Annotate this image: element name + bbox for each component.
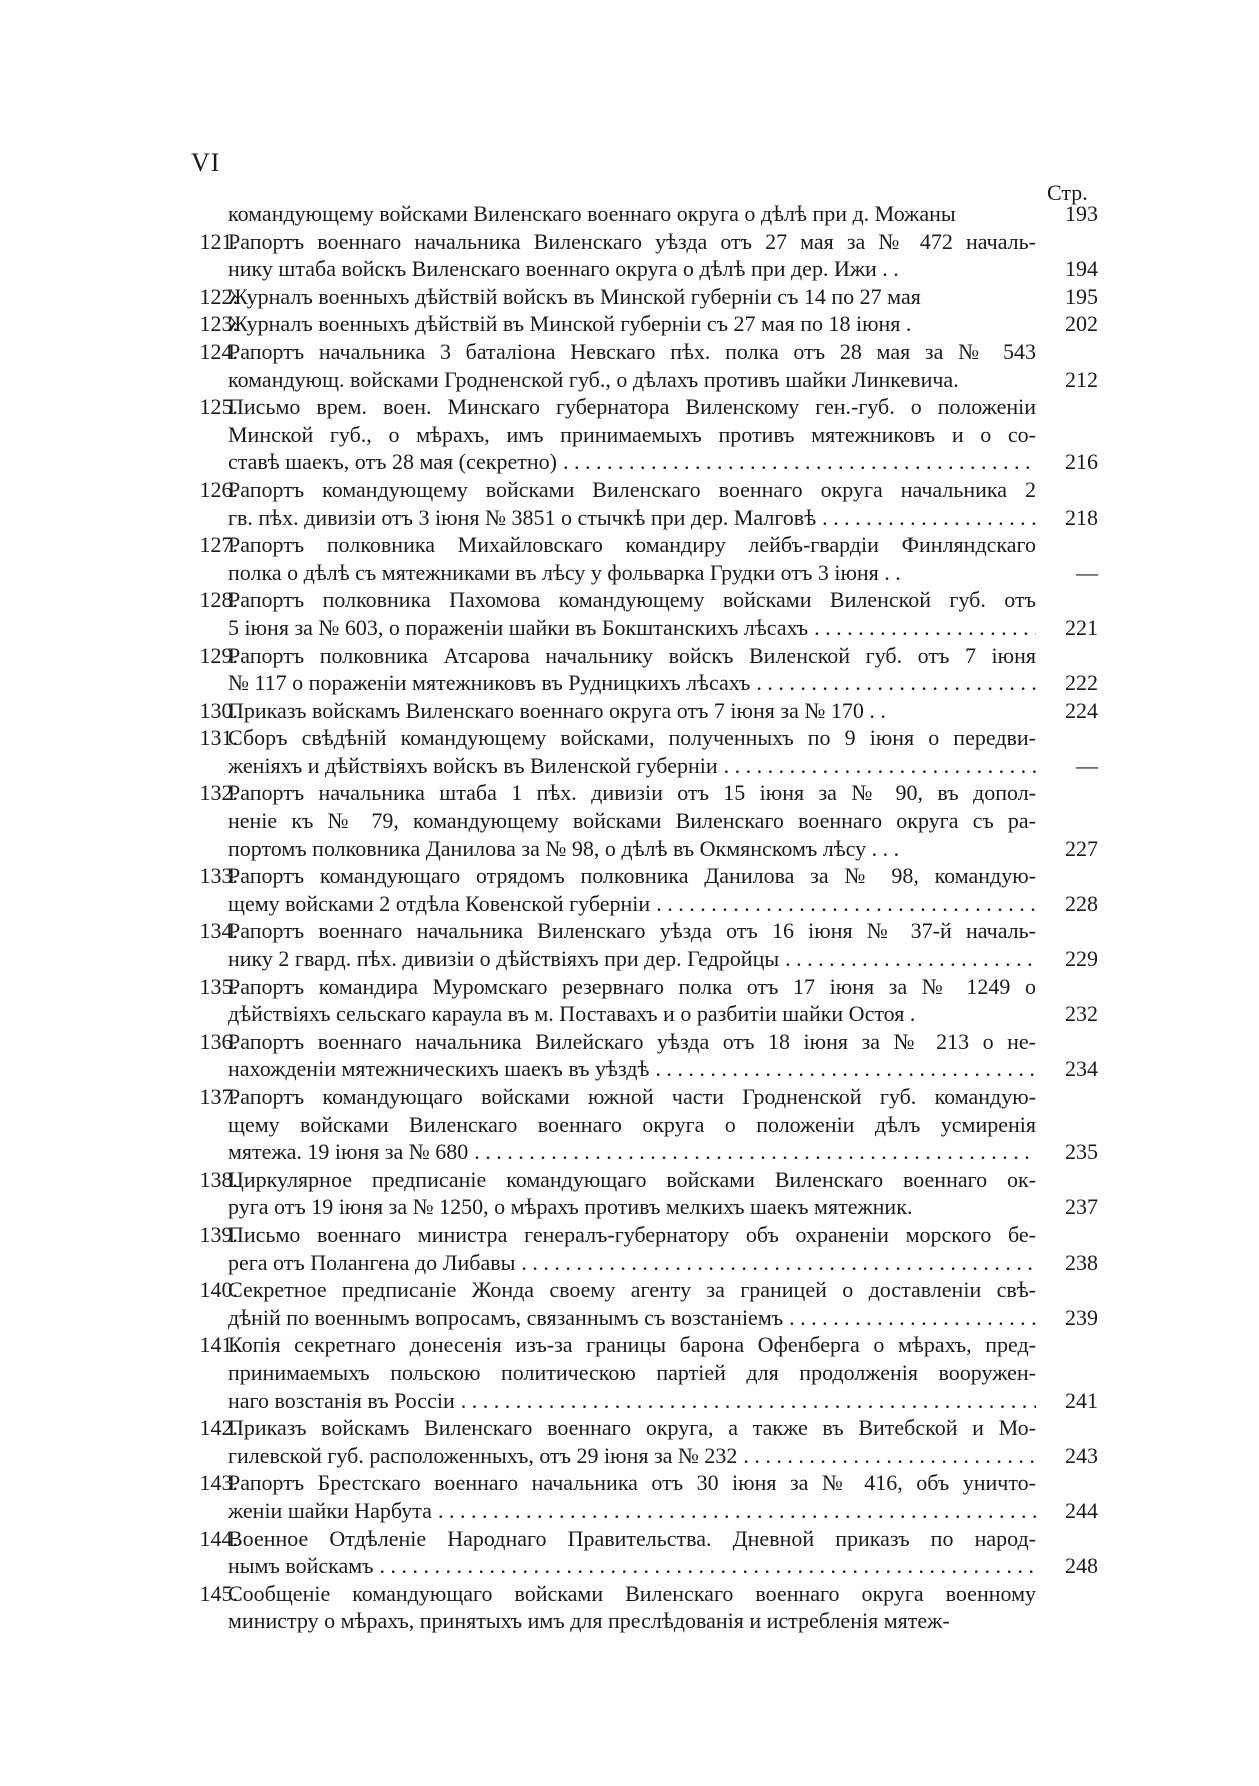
entry-page-number: 227: [1065, 835, 1098, 861]
toc-line: [190, 614, 1098, 642]
entry-page-number: 212: [1065, 366, 1098, 392]
toc-line: [190, 1249, 1098, 1277]
toc-line: [190, 945, 1098, 973]
entry-page-number: —: [1076, 752, 1098, 778]
toc-line: [190, 1000, 1098, 1028]
toc-line: [190, 283, 1098, 311]
toc-line: [190, 448, 1098, 476]
entry-page-number: 244: [1065, 1497, 1098, 1523]
toc-entry: [190, 1028, 1098, 1083]
entry-page-number: 243: [1065, 1442, 1098, 1468]
toc-entry: [190, 1276, 1098, 1331]
entry-title-line: министру о мѣрахъ, принятыхъ имъ для преслѣдованія и истребленія мятеж-: [228, 1608, 950, 1634]
entry-number: 137.: [199, 1084, 238, 1109]
toc-entry: [190, 476, 1098, 531]
toc-line: [190, 1497, 1098, 1525]
dot-leader: [521, 1249, 1036, 1277]
page-column-header: Стр.: [1047, 180, 1088, 205]
entry-page-number: 239: [1065, 1304, 1098, 1330]
entry-number: 130.: [199, 697, 238, 723]
toc-line: [190, 1304, 1098, 1332]
toc-line: [190, 200, 1098, 228]
toc-line: [190, 586, 1098, 614]
entry-title-line: мятежа. 19 іюня за № 680: [228, 1139, 469, 1165]
toc-entry: [190, 283, 1098, 311]
toc-entry: [190, 917, 1098, 972]
entry-number: 138.: [199, 1166, 238, 1192]
toc-line: [190, 1607, 1098, 1635]
toc-line: [190, 1055, 1098, 1083]
entry-title-line: Журналъ военныхъ дѣйствій въ Минской губерніи съ 27 мая по 18 іюня .: [228, 311, 912, 337]
toc-line: [190, 338, 1098, 366]
dot-leader: [789, 1304, 1036, 1332]
entry-page-number: 222: [1065, 670, 1098, 696]
entry-title-line: женіяхъ и дѣйствіяхъ войскъ въ Виленской губерніи: [228, 752, 718, 778]
entry-page-number: 228: [1065, 890, 1098, 916]
entry-page-number: 235: [1065, 1139, 1098, 1165]
entry-page-number: 241: [1065, 1387, 1098, 1413]
entry-number: 127.: [199, 532, 238, 558]
entry-title-line: Письмо врем. воен. Минскаго губернатора Виленскому ген.-губ. о положеніи: [228, 394, 1036, 420]
entry-title-line: дѣній по военнымъ вопросамъ, связаннымъ съ возстаніемъ: [228, 1304, 784, 1330]
dot-leader: [724, 752, 1036, 780]
toc-line: [190, 421, 1098, 449]
dot-leader: [656, 890, 1036, 918]
entry-title-line: нымъ войскамъ: [228, 1553, 374, 1579]
dot-leader: [785, 945, 1036, 973]
dot-leader: [461, 1387, 1036, 1415]
toc-line: [190, 476, 1098, 504]
entry-number: 128.: [199, 587, 238, 613]
toc-line: [190, 1387, 1098, 1415]
toc-line: [190, 669, 1098, 697]
entry-number: 121.: [199, 228, 238, 254]
table-of-contents: [190, 200, 1098, 1635]
toc-line: [190, 1138, 1098, 1166]
entry-title-line: Рапортъ полковника Пахомова командующему войсками Виленской губ. отъ: [228, 587, 1036, 613]
entry-title-line: ставѣ шаекъ, отъ 28 мая (секретно): [228, 449, 557, 475]
toc-line: [190, 1276, 1098, 1304]
entry-title-line: № 117 о пораженіи мятежниковъ въ Рудницкихъ лѣсахъ: [228, 670, 751, 696]
entry-page-number: 234: [1065, 1056, 1098, 1082]
entry-page-number: 224: [1065, 697, 1098, 723]
toc-entry: [190, 697, 1098, 725]
entry-title-line: рега отъ Полангена до Либавы: [228, 1249, 516, 1275]
entry-title-line: Рапортъ начальника штаба 1 пѣх. дивизіи отъ 15 іюня за № 90, въ допол-: [228, 780, 1036, 806]
entry-title-line: руга отъ 19 іюня за № 1250, о мѣрахъ противъ мелкихъ шаекъ мятежник.: [228, 1194, 913, 1220]
toc-entry: [190, 862, 1098, 917]
toc-entry: [190, 1580, 1098, 1635]
toc-line: [190, 1111, 1098, 1139]
entry-page-number: —: [1076, 559, 1098, 585]
toc-entry: [190, 779, 1098, 862]
entry-title-line: Приказъ войскамъ Виленскаго военнаго округа отъ 7 іюня за № 170 . .: [228, 697, 886, 723]
toc-line: [190, 1469, 1098, 1497]
entry-number: 126.: [199, 476, 238, 502]
entry-title-line: Минской губ., о мѣрахъ, имъ принимаемыхъ противъ мятежниковъ и о со-: [228, 421, 1036, 447]
toc-line: [190, 779, 1098, 807]
entry-number: 131.: [199, 725, 238, 751]
toc-line: [190, 724, 1098, 752]
entry-number: 132.: [199, 780, 238, 806]
entry-title-line: щему войсками Виленскаго военнаго округа о положеніи дѣлъ усмиренія: [228, 1111, 1036, 1137]
entry-title-line: Рапортъ Брестскаго военнаго начальника отъ 30 іюня за № 416, объ уничто-: [228, 1470, 1036, 1496]
entry-page-number: 202: [1065, 311, 1098, 337]
toc-line: [190, 504, 1098, 532]
entry-page-number: 194: [1065, 256, 1098, 282]
entry-page-number: 248: [1065, 1553, 1098, 1579]
dot-leader: [756, 669, 1036, 697]
toc-entry: [190, 1331, 1098, 1414]
toc-line: [190, 752, 1098, 780]
toc-line: [190, 1414, 1098, 1442]
entry-number: 135.: [199, 973, 238, 999]
toc-entry: [190, 200, 1098, 228]
entry-title-line: принимаемыхъ польскою политическою партіей для продолженія вооружен-: [228, 1359, 1036, 1385]
entry-number: 122.: [199, 283, 238, 309]
toc-line: [190, 1552, 1098, 1580]
entry-title-line: Сообщеніе командующаго войсками Виленскаго военнаго округа военному: [228, 1580, 1036, 1606]
toc-line: [190, 835, 1098, 863]
entry-title-line: гв. пѣх. дивизіи отъ 3 іюня № 3851 о стычкѣ при дер. Малговѣ: [228, 504, 817, 530]
entry-page-number: 237: [1065, 1194, 1098, 1220]
dot-leader: [743, 1442, 1036, 1470]
toc-entry: [190, 586, 1098, 641]
toc-entry: [190, 228, 1098, 283]
entry-title-line: дѣйствіяхъ сельскаго караула въ м. Поставахъ и о разбитіи шайки Остоя .: [228, 1001, 916, 1027]
entry-title-line: командующ. войсками Гродненской губ., о дѣлахъ противъ шайки Линкевича.: [228, 366, 959, 392]
entry-title-line: нахожденіи мятежническихъ шаекъ въ уѣздѣ: [228, 1056, 650, 1082]
entry-number: 129.: [199, 642, 238, 668]
entry-page-number: 232: [1065, 1001, 1098, 1027]
entry-title-line: 5 іюня за № 603, о пораженіи шайки въ Бокштанскихъ лѣсахъ: [228, 614, 809, 640]
entry-number: 141.: [199, 1332, 238, 1358]
entry-page-number: 238: [1065, 1249, 1098, 1275]
toc-line: [190, 1580, 1098, 1608]
entry-title-line: Копія секретнаго донесенія изъ-за границы барона Офенберга о мѣрахъ, пред-: [228, 1332, 1036, 1358]
toc-line: [190, 393, 1098, 421]
toc-entry: [190, 1166, 1098, 1221]
entry-title-line: командующему войсками Виленскаго военнаго округа о дѣлѣ при д. Можаны: [228, 201, 956, 226]
entry-page-number: 195: [1065, 283, 1098, 309]
entry-number: 123.: [199, 311, 238, 337]
entry-page-number: 229: [1065, 946, 1098, 972]
toc-line: [190, 1221, 1098, 1249]
entry-number: 139.: [199, 1221, 238, 1247]
toc-line: [190, 642, 1098, 670]
entry-title-line: портомъ полковника Данилова за № 98, о дѣлѣ въ Окмянскомъ лѣсу . . .: [228, 835, 900, 861]
entry-page-number: 216: [1065, 449, 1098, 475]
toc-entry: [190, 531, 1098, 586]
toc-entry: [190, 642, 1098, 697]
page-number-roman: VI: [191, 148, 221, 177]
dot-leader: [563, 448, 1036, 476]
toc-line: [190, 1083, 1098, 1111]
entry-number: 143.: [199, 1470, 238, 1496]
entry-title-line: гилевской губ. расположенныхъ, отъ 29 іюня за № 232: [228, 1442, 738, 1468]
toc-line: [190, 917, 1098, 945]
entry-number: 125.: [199, 394, 238, 420]
toc-line: [190, 890, 1098, 918]
toc-entry: [190, 1083, 1098, 1166]
entry-title-line: Рапортъ командующему войсками Виленскаго военнаго округа начальника 2: [228, 476, 1036, 502]
toc-line: [190, 228, 1098, 256]
toc-line: [190, 559, 1098, 587]
toc-line: [190, 366, 1098, 394]
toc-entry: [190, 724, 1098, 779]
toc-line: [190, 807, 1098, 835]
toc-line: [190, 531, 1098, 559]
entry-title-line: неніе къ № 79, командующему войсками Виленскаго военнаго округа съ ра-: [228, 808, 1036, 834]
dot-leader: [474, 1138, 1036, 1166]
toc-entry: [190, 338, 1098, 393]
entry-page-number: 218: [1065, 504, 1098, 530]
entry-title-line: женіи шайки Нарбута: [228, 1497, 432, 1523]
entry-title-line: нику 2 гвард. пѣх. дивизіи о дѣйствіяхъ при дер. Гедройцы: [228, 946, 780, 972]
entry-title-line: Сборъ свѣдѣній командующему войсками, полученныхъ по 9 іюня о передви-: [228, 725, 1036, 751]
toc-entry: [190, 1469, 1098, 1524]
entry-page-number: 221: [1065, 614, 1098, 640]
toc-entry: [190, 1221, 1098, 1276]
dot-leader: [380, 1552, 1036, 1580]
dot-leader: [822, 504, 1036, 532]
toc-entry: [190, 393, 1098, 476]
entry-title-line: Рапортъ командующаго войсками южной части Гродненской губ. командую-: [228, 1084, 1036, 1109]
toc-line: [190, 862, 1098, 890]
entry-title-line: Рапортъ полковника Михайловскаго командиру лейбъ-гвардіи Финляндскаго: [228, 532, 1036, 558]
entry-title-line: нику штаба войскъ Виленскаго военнаго округа о дѣлѣ при дер. Ижи . .: [228, 256, 899, 282]
entry-title-line: полка о дѣлѣ съ мятежниками въ лѣсу у фольварка Грудки отъ 3 іюня . .: [228, 559, 901, 585]
toc-line: [190, 1359, 1098, 1387]
entry-title-line: щему войсками 2 отдѣла Ковенской губерніи: [228, 890, 651, 916]
toc-entry: [190, 973, 1098, 1028]
entry-title-line: Рапортъ полковника Атсарова начальнику войскъ Виленской губ. отъ 7 іюня: [228, 642, 1036, 668]
entry-title-line: Рапортъ командующаго отрядомъ полковника Данилова за № 98, командую-: [228, 863, 1036, 889]
toc-line: [190, 1525, 1098, 1553]
toc-entry: [190, 1414, 1098, 1469]
entry-title-line: Письмо военнаго министра генералъ-губернатору объ охраненіи морского бе-: [228, 1221, 1036, 1247]
entry-title-line: Рапортъ командира Муромскаго резервнаго полка отъ 17 іюня за № 1249 о: [228, 973, 1036, 999]
entry-number: 134.: [199, 918, 238, 944]
entry-title-line: Рапортъ военнаго начальника Виленскаго уѣзда отъ 16 іюня № 37-й началь-: [228, 918, 1036, 944]
entry-title-line: Военное Отдѣленіе Народнаго Правительства. Дневной приказъ по народ-: [228, 1525, 1036, 1551]
entry-title-line: наго возстанія въ Россіи: [228, 1387, 455, 1413]
entry-title-line: Рапортъ начальника 3 баталіона Невскаго пѣх. полка отъ 28 мая за № 543: [228, 338, 1036, 364]
toc-line: [190, 1331, 1098, 1359]
entry-title-line: Журналъ военныхъ дѣйствій войскъ въ Минской губерніи съ 14 по 27 мая: [228, 283, 921, 309]
dot-leader: [814, 614, 1036, 642]
dot-leader: [438, 1497, 1036, 1525]
toc-line: [190, 1193, 1098, 1221]
entry-title-line: Рапортъ военнаго начальника Виленскаго уѣзда отъ 27 мая за № 472 началь-: [228, 228, 1036, 254]
entry-title-line: Рапортъ военнаго начальника Вилейскаго уѣзда отъ 18 іюня за № 213 о не-: [228, 1028, 1036, 1054]
toc-line: [190, 697, 1098, 725]
entry-number: 142.: [199, 1415, 238, 1441]
entry-page-number: 193: [1065, 201, 1098, 226]
toc-line: [190, 310, 1098, 338]
toc-entry: [190, 1525, 1098, 1580]
entry-title-line: Приказъ войскамъ Виленскаго военнаго округа, а также въ Витебской и Мо-: [228, 1415, 1036, 1441]
entry-number: 133.: [199, 863, 238, 889]
entry-title-line: Секретное предписаніе Жонда своему агенту за границей о доставленіи свѣ-: [228, 1277, 1036, 1303]
entry-number: 144.: [199, 1525, 238, 1551]
entry-title-line: Циркулярное предписаніе командующаго войсками Виленскаго военнаго ок-: [228, 1166, 1036, 1192]
toc-entry: [190, 310, 1098, 338]
toc-line: [190, 1442, 1098, 1470]
toc-line: [190, 1166, 1098, 1194]
entry-number: 145.: [199, 1580, 238, 1606]
toc-line: [190, 255, 1098, 283]
entry-number: 136.: [199, 1028, 238, 1054]
entry-number: 124.: [199, 338, 238, 364]
toc-line: [190, 973, 1098, 1001]
dot-leader: [655, 1055, 1036, 1083]
entry-number: 140.: [199, 1277, 238, 1303]
toc-line: [190, 1028, 1098, 1056]
